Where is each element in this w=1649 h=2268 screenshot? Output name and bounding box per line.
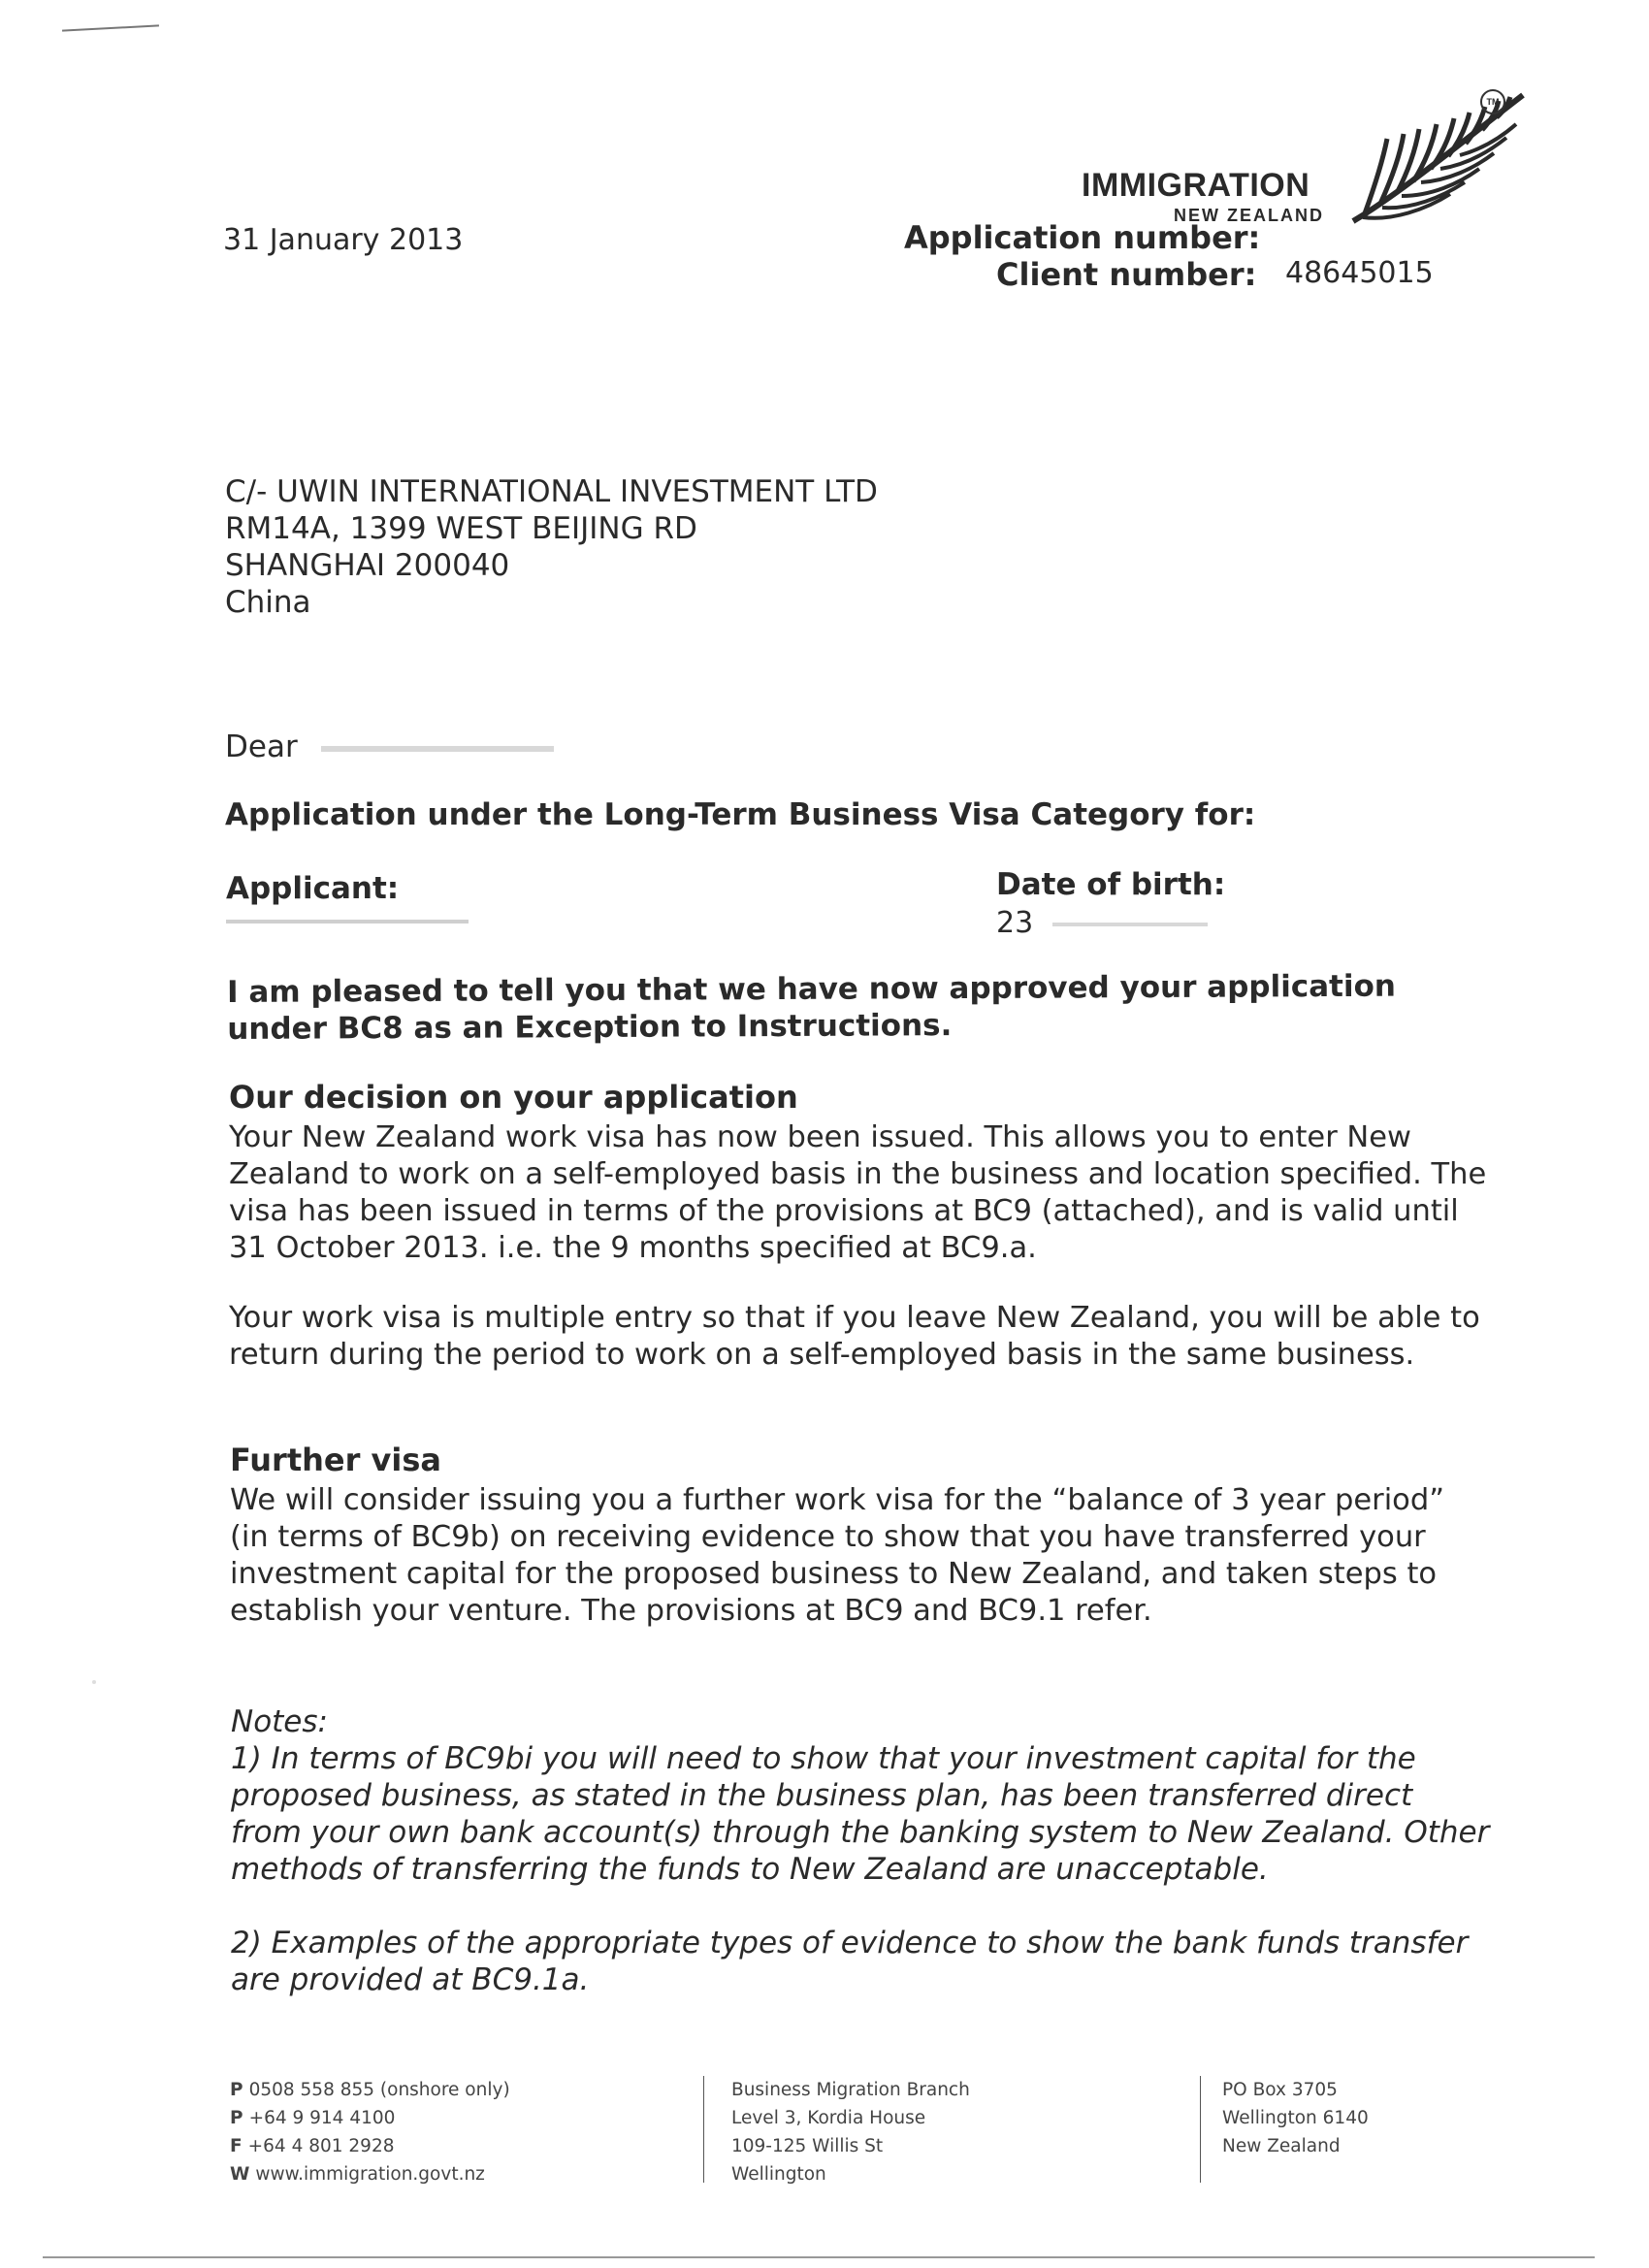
salutation — [225, 729, 554, 764]
footer-postal — [1222, 2076, 1369, 2160]
dob-day: 23 — [996, 906, 1034, 940]
salutation-text: Dear — [225, 729, 298, 764]
applicant-label: Applicant: — [226, 871, 400, 906]
client-number-value: 48645015 — [1285, 256, 1434, 290]
branch-line: Level 3, Kordia House — [731, 2108, 926, 2128]
decision-paragraph: Your work visa is multiple entry so that if you leave New Zealand, you will be able to return during the period to work on a self-employed basis in the same business. — [229, 1301, 1480, 1372]
scan-speck — [92, 1680, 96, 1684]
dob-label: Date of birth: — [996, 867, 1226, 902]
category-heading: Application under the Long-Term Business Visa Category for: — [225, 797, 1256, 832]
decision-paragraph: Your New Zealand work visa has now been issued. This allows you to enter New Zealand to work on a self-employed basis in the business and location specified. The visa has been issued in terms of the provisions at BC9 (attached), and is valid until 31 October 2013. i.e. the 9 months specified at BC9.a. — [229, 1120, 1487, 1265]
redacted-applicant-name — [226, 920, 469, 923]
approval-statement: I am pleased to tell you that we have now approved your application under BC8 as an Exception to Instructions. — [227, 968, 1397, 1047]
address-line: SHANGHAI 200040 — [225, 548, 510, 583]
note-item: 2) Examples of the appropriate types of evidence to show the bank funds transfer are provided at BC9.1a. — [231, 1926, 1469, 1997]
footer-phone: P 0508 558 855 (onshore only) — [230, 2080, 510, 2100]
further-visa-paragraph: We will consider issuing you a further work visa for the “balance of 3 year period” (in terms of BC9b) on receiving evidence to show that you have transferred your investment capital for the proposed business to New Zealand, and taken steps to establish your venture. The provisions at BC9 and BC9.1 refer. — [230, 1483, 1444, 1628]
footer-website: W www.immigration.govt.nz — [230, 2164, 485, 2185]
scan-mark — [62, 24, 159, 31]
client-number-label: Client number: — [996, 256, 1257, 293]
redacted-name — [321, 746, 554, 752]
note-item: 1) In terms of BC9bi you will need to show that your investment capital for the proposed business, as stated in the business plan, has been transferred direct from your own bank account(s) through the banking system to New Zealand. Other methods of transferring the funds to New Zealand are unacceptable. — [231, 1741, 1490, 1887]
decision-heading: Our decision on your application — [229, 1079, 798, 1116]
notes-section — [231, 1703, 1492, 1998]
application-number-label: Application number: — [904, 219, 1261, 256]
further-visa-heading: Further visa — [230, 1442, 441, 1478]
branch-line: Wellington — [731, 2164, 826, 2185]
branch-line: Business Migration Branch — [731, 2080, 970, 2100]
footer-branch — [731, 2076, 970, 2188]
postal-line: New Zealand — [1222, 2136, 1341, 2156]
footer-contact — [230, 2076, 510, 2188]
postal-line: Wellington 6140 — [1222, 2108, 1369, 2128]
logo-subtitle: NEW ZEALAND — [1174, 206, 1324, 225]
footer-fax: F +64 4 801 2928 — [230, 2136, 395, 2156]
address-line: C/- UWIN INTERNATIONAL INVESTMENT LTD — [225, 474, 878, 509]
footer-phone: P +64 9 914 4100 — [230, 2108, 396, 2128]
silver-fern-icon — [1343, 85, 1537, 231]
footer-divider — [1200, 2076, 1201, 2183]
postal-line: PO Box 3705 — [1222, 2080, 1338, 2100]
logo-title: IMMIGRATION — [1082, 167, 1310, 204]
scan-edge — [43, 2256, 1595, 2258]
trademark-badge: TM — [1480, 89, 1505, 114]
footer-divider — [703, 2076, 704, 2183]
branch-line: 109-125 Willis St — [731, 2136, 884, 2156]
address-line: China — [225, 585, 311, 620]
redacted-dob — [1052, 923, 1208, 926]
address-line: RM14A, 1399 WEST BEIJING RD — [225, 511, 697, 546]
notes-label: Notes: — [231, 1704, 328, 1739]
letter-date: 31 January 2013 — [223, 223, 464, 257]
recipient-address — [225, 473, 878, 621]
dob-value — [996, 906, 1208, 940]
